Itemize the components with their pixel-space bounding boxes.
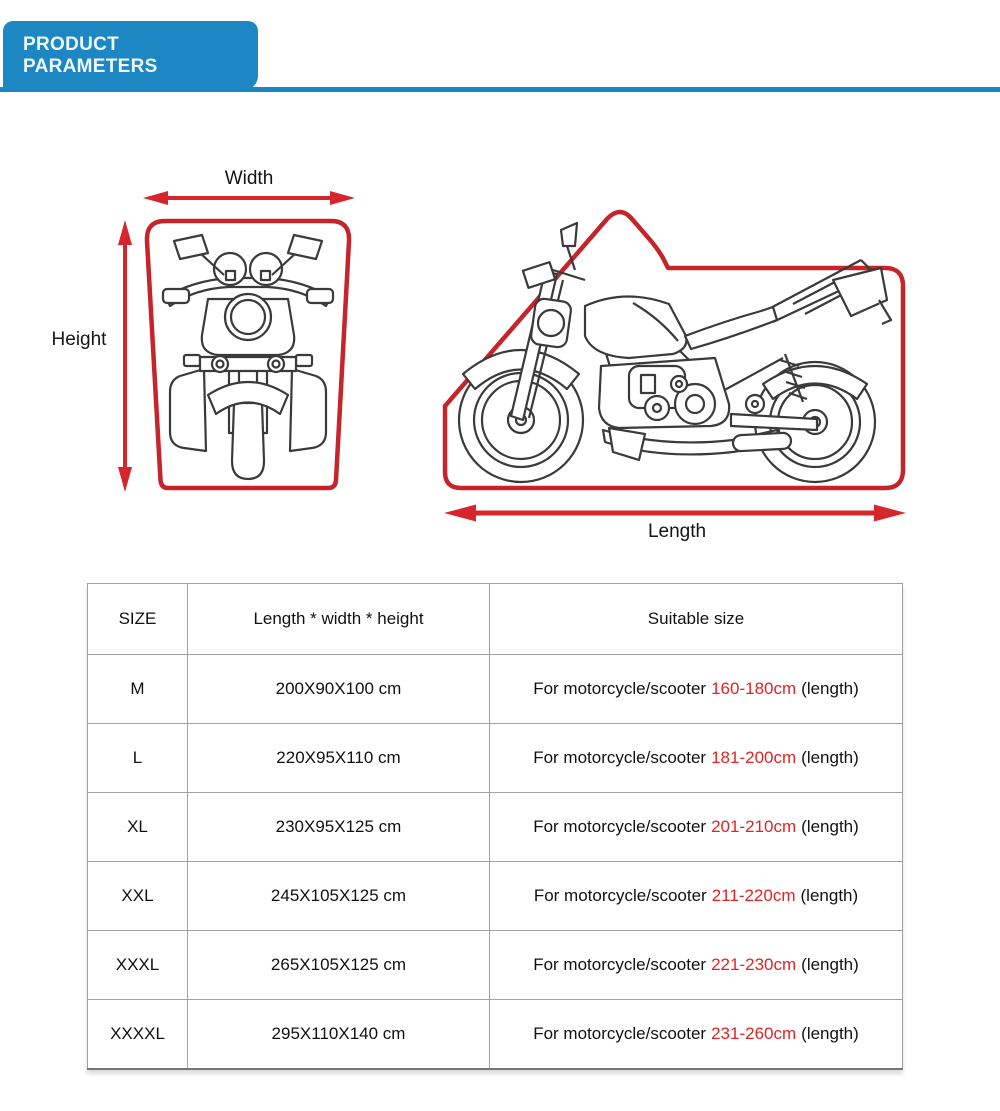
suitable-prefix: For motorcycle/scooter	[533, 817, 707, 836]
suitable-cell	[490, 724, 903, 793]
table-row	[88, 793, 903, 862]
suitable-cell	[490, 793, 903, 862]
suitable-prefix: For motorcycle/scooter	[533, 886, 707, 905]
dimensions-cell: 295X110X140 cm	[188, 1000, 490, 1069]
suitable-range: 201-210cm	[711, 817, 797, 836]
accent-line	[0, 87, 1000, 92]
table-row	[88, 724, 903, 793]
size-table-wrap	[87, 583, 902, 1070]
table-row	[88, 862, 903, 931]
motorcycle-side-diagram	[433, 208, 913, 496]
length-label: Length	[647, 521, 707, 542]
size-table	[87, 583, 903, 1070]
table-header-row	[88, 584, 903, 655]
table-row	[88, 931, 903, 1000]
dimensions-cell: 245X105X125 cm	[188, 862, 490, 931]
motorcycle-front-art	[163, 235, 333, 479]
size-cell: XXXXL	[88, 1000, 188, 1069]
table-header-dimensions: Length * width * height	[188, 584, 490, 655]
suitable-suffix: (length)	[801, 1023, 859, 1043]
dimensions-cell: 220X95X110 cm	[188, 724, 490, 793]
product-parameters-tab	[3, 21, 258, 90]
suitable-prefix: For motorcycle/scooter	[533, 955, 707, 974]
table-header-size: SIZE	[88, 584, 188, 655]
suitable-cell	[490, 931, 903, 1000]
suitable-range: 160-180cm	[711, 679, 797, 698]
size-cell: L	[88, 724, 188, 793]
size-cell: XXL	[88, 862, 188, 931]
size-cell: M	[88, 655, 188, 724]
height-label: Height	[51, 329, 107, 350]
suitable-range: 181-200cm	[711, 748, 797, 767]
suitable-suffix: (length)	[801, 817, 859, 836]
dimensions-cell: 230X95X125 cm	[188, 793, 490, 862]
suitable-suffix: (length)	[801, 748, 859, 767]
suitable-prefix: For motorcycle/scooter	[533, 748, 707, 767]
table-header-suitable: Suitable size	[490, 584, 903, 655]
suitable-suffix: (length)	[801, 679, 859, 698]
size-cell: XL	[88, 793, 188, 862]
dimensions-cell: 200X90X100 cm	[188, 655, 490, 724]
width-arrow-icon	[143, 190, 355, 206]
suitable-cell	[490, 862, 903, 931]
size-cell: XXXL	[88, 931, 188, 1000]
motorcycle-side-art	[459, 223, 891, 482]
suitable-range: 211-220cm	[711, 886, 796, 905]
suitable-cell	[490, 1000, 903, 1069]
motorcycle-front-diagram	[142, 211, 354, 493]
suitable-prefix: For motorcycle/scooter	[533, 679, 707, 698]
suitable-cell	[490, 655, 903, 724]
suitable-suffix: (length)	[801, 955, 859, 974]
length-arrow-icon	[444, 503, 906, 523]
table-row	[88, 1000, 903, 1069]
suitable-range: 231-260cm	[711, 1023, 797, 1043]
suitable-prefix: For motorcycle/scooter	[533, 1023, 707, 1043]
suitable-range: 221-230cm	[711, 955, 797, 974]
suitable-suffix: (length)	[800, 886, 859, 905]
width-label: Width	[224, 168, 274, 189]
dimensions-cell: 265X105X125 cm	[188, 931, 490, 1000]
page-title: PRODUCT PARAMETERS	[23, 33, 158, 77]
table-row	[88, 655, 903, 724]
height-arrow-icon	[117, 220, 133, 492]
